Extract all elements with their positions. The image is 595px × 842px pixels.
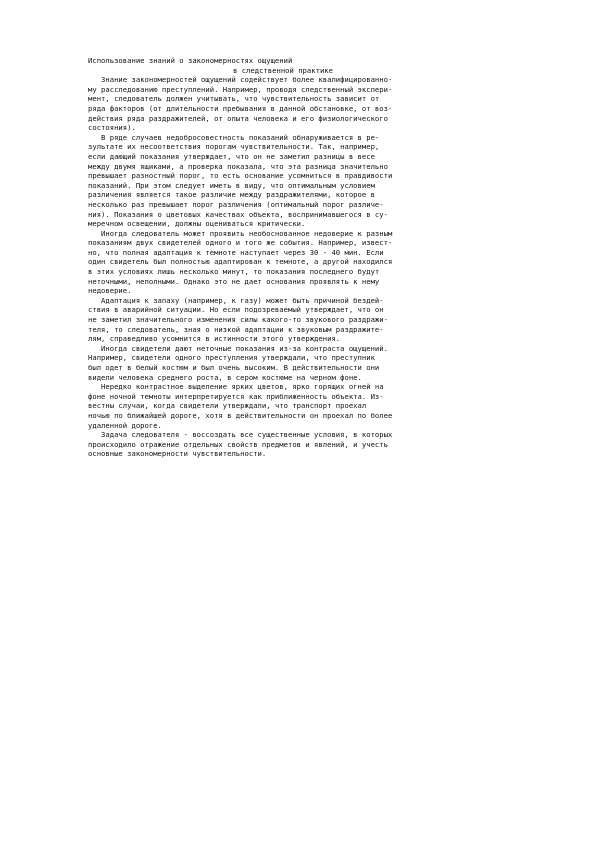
paragraph [88,133,520,229]
paragraph-line: теля, то следователь, зная о низкой адаптации к звуковым раздражите- [88,324,384,334]
paragraph-line: различения является такое различие между раздражителями, которое в [88,190,375,200]
paragraph-line: состояния). [88,123,136,133]
paragraph-line: зультате их несоответствия порогам чувствительности. Так, например, [88,142,380,152]
paragraph [88,75,520,133]
paragraph [88,296,520,344]
paragraph [88,430,520,459]
document-title-line-2: в следственной практике [233,65,333,75]
paragraph-line: фоне ночной темноты интерпретируется как приближенность объекта. Из- [88,391,384,401]
paragraph-line: Адаптация к запаху (например, к газу) может быть причиной бездей- [88,295,384,305]
paragraph-line: недоверие. [88,286,132,296]
document-title-line-1: Использование знаний о закономерностях ощущений [88,56,293,65]
paragraph-line: меречном освещении, должны оцениваться критически. [88,219,306,229]
paragraph-line: видели человека среднего роста, в сером костюме на черном фоне. [88,372,362,382]
paragraph-line: происходило отражение отдельных свойств предметов и явлений, и учесть [88,439,388,449]
paragraph-line: Иногда свидетели дают неточные показания из-за контраста ощущений. [88,343,388,353]
paragraph-line: ствия в аварийной ситуации. Но если подозреваемый утверждает, что он [88,305,384,315]
paragraph-line: Например, свидетели одного преступления утверждали, что преступник [88,353,375,363]
paragraph-line: мент, следователь должен учитывать, что чувствительность зависит от [88,94,380,104]
paragraph-line: ночью по ближайшей дороге, хотя в действительности он проехал по более [88,410,393,420]
paragraph-line: не заметил значительного изменения силы какого-то звукового раздражи- [88,315,388,325]
paragraph-line: ряда факторов (от длительности пребывания в данной обстановке, от воз- [88,103,393,113]
paragraph-line: если дающий показания утверждает, что он не заметил разницы в весе [88,151,375,161]
paragraph [88,382,520,430]
paragraph-line: между двумя ящиками, а проверка показала, что эта разница значительно [88,161,388,171]
paragraph-line: несколько раз превышает порог различения (оптимальный порог различе- [88,199,384,209]
paragraph-line: Знание закономерностей ощущений содействует более квалифицированно- [88,75,393,85]
paragraph-line: ния). Показания о цветовых качествах объекта, воспринимавшегося в су- [88,209,388,219]
paragraph-line: но, что полная адаптация к темноте наступает через 30 - 40 мин. Если [88,247,384,257]
paragraph-line: удаленной дороге. [88,420,162,430]
paragraph-line: лям, справедливо усомнится в истинности этого утверждения. [88,334,341,344]
paragraph-line: показаниям двух свидетелей одного и того же события. Например, извест- [88,238,393,248]
document-body [88,75,520,459]
paragraph-line: вестны случаи, когда свидетели утверждали, что транспорт проехал [88,401,367,411]
paragraph-line: действия ряда раздражителей, от опыта человека и его физиологического [88,113,388,123]
paragraph-line: В ряде случаев недобросовестность показаний обнаруживается в ре- [88,132,380,142]
paragraph [88,344,520,382]
paragraph-line: му расследованию преступлений. Например, проводя следственный экспери- [88,84,393,94]
paragraph-line: один свидетель был полностью адаптирован к темноте, а другой находился [88,257,393,267]
paragraph-line: был одет в белый костюм и был очень высоким. В действительности они [88,363,380,372]
paragraph [88,229,520,296]
paragraph-line: основные закономерности чувствительности. [88,449,267,459]
paragraph-line: Иногда следователь может проявить необоснованное недоверие к разным [88,228,393,238]
paragraph-line: превышает разностный порог, то есть основание усомниться в правдивости [88,171,393,181]
paragraph-line: неточными, неполными. Однако это не дает основания проявлять к нему [88,276,380,286]
paragraph-line: в этих условиях лишь несколько минут, то показания последнего будут [88,267,380,277]
paragraph-line: Задача следователя - воссоздать все существенные условия, в которых [88,430,393,440]
paragraph-line: показаний. При этом следует иметь в виду, что оптимальным условием [88,180,375,190]
paragraph-line: Нередко контрастное выделение ярких цветов, ярко горящих огней на [88,382,384,392]
document-page [88,56,520,459]
